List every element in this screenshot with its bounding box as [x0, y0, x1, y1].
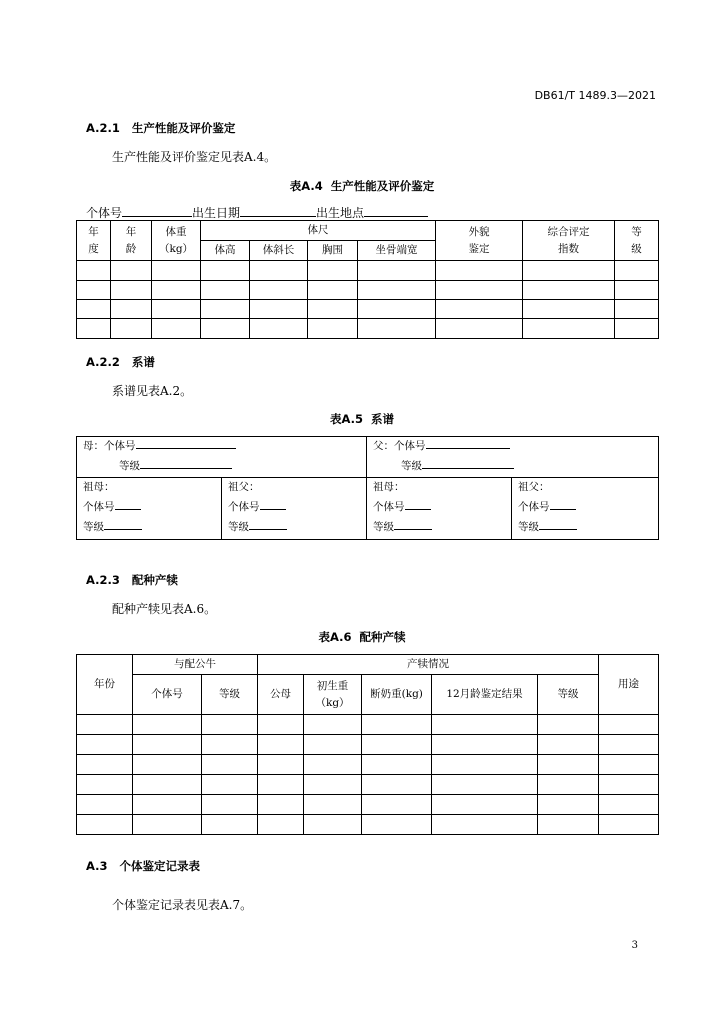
caption-title: 配种产犊: [359, 630, 406, 644]
header-use: 用途: [599, 655, 659, 715]
section-title: 生产性能及评价鉴定: [131, 121, 236, 135]
section-heading-a22: [86, 354, 155, 370]
table-row: [77, 775, 659, 795]
paragraph-a22: 系谱见表A.2。: [112, 384, 193, 398]
caption-title: 系谱: [371, 412, 394, 426]
page-number: 3: [631, 940, 638, 951]
paragraph-a21: 生产性能及评价鉴定见表A.4。: [112, 150, 277, 164]
section-title: 个体鉴定记录表: [119, 859, 200, 873]
header-age: 年 龄: [111, 221, 152, 261]
header-year: 年 度: [77, 221, 111, 261]
table-row: [77, 755, 659, 775]
section-title: 系谱: [131, 355, 155, 369]
header-height: 体高: [201, 241, 250, 261]
table-row: [77, 815, 659, 835]
field-label-birthdate: 出生日期: [192, 206, 241, 220]
table-a5: [76, 436, 659, 540]
section-heading-a21: [86, 120, 235, 136]
section-heading-a3: [86, 858, 200, 874]
blank-line: [364, 204, 428, 217]
caption-number: 表A.6: [318, 630, 352, 644]
header-chest: 胸围: [308, 241, 358, 261]
header-calving: 产犊情况: [258, 655, 599, 675]
section-number: A.2.1: [86, 121, 120, 135]
header-grade: 等 级: [615, 221, 659, 261]
header-hip-width: 坐骨端宽: [358, 241, 436, 261]
table-row: [77, 715, 659, 735]
table-row: [77, 735, 659, 755]
section-number: A.3: [86, 859, 108, 873]
maternal-grandmother-cell: 祖母： 个体号 等级: [77, 478, 222, 540]
section-heading-a23: [86, 572, 178, 588]
field-label-id: 个体号: [86, 206, 123, 220]
header-weaning-weight: 断奶重(kg): [362, 675, 432, 715]
blank-line: [240, 204, 316, 217]
section-title: 配种产犊: [131, 573, 178, 587]
table-row: [77, 261, 659, 281]
header-bull-id: 个体号: [133, 675, 202, 715]
caption-number: 表A.5: [330, 412, 363, 426]
header-bull: 与配公牛: [133, 655, 258, 675]
caption-number: 表A.4: [289, 179, 323, 193]
header-body-length: 体斜长: [250, 241, 308, 261]
table-row: [77, 795, 659, 815]
table-a5-caption: [0, 411, 724, 427]
paternal-grandfather-cell: 祖父： 个体号 等级: [512, 478, 659, 540]
header-body-size: 体尺: [201, 221, 436, 241]
header-bull-grade: 等级: [202, 675, 258, 715]
header-birth-weight: 初生重 （kg）: [304, 675, 362, 715]
maternal-grandfather-cell: 祖父： 个体号 等级: [222, 478, 367, 540]
table-row: [77, 300, 659, 319]
paragraph-a3: 个体鉴定记录表见表A.7。: [112, 898, 253, 912]
caption-title: 生产性能及评价鉴定: [330, 179, 435, 193]
table-a4-caption: [0, 178, 724, 194]
blank-line: [122, 204, 192, 217]
table-a6: [76, 654, 659, 835]
paternal-grandmother-cell: 祖母： 个体号 等级: [367, 478, 512, 540]
table-a6-caption: [0, 629, 724, 645]
header-index: 综合评定 指数: [523, 221, 615, 261]
document-header: DB61/T 1489.3—2021: [534, 89, 656, 102]
table-row: [77, 319, 659, 339]
section-number: A.2.3: [86, 573, 120, 587]
mother-cell: 母：个体号 等级: [77, 437, 367, 478]
header-sex: 公母: [258, 675, 304, 715]
paragraph-a23: 配种产犊见表A.6。: [112, 602, 217, 616]
table-row: [77, 281, 659, 300]
header-calf-grade: 等级: [538, 675, 599, 715]
table-a4: [76, 220, 659, 339]
header-12-month-result: 12月龄鉴定结果: [432, 675, 538, 715]
header-weight: 体重 （kg）: [152, 221, 201, 261]
father-cell: 父：个体号 等级: [367, 437, 659, 478]
header-appearance: 外貌 鉴定: [436, 221, 523, 261]
table-a4-fields: [86, 204, 428, 221]
header-year: 年份: [77, 655, 133, 715]
section-number: A.2.2: [86, 355, 120, 369]
field-label-birthplace: 出生地点: [316, 206, 365, 220]
